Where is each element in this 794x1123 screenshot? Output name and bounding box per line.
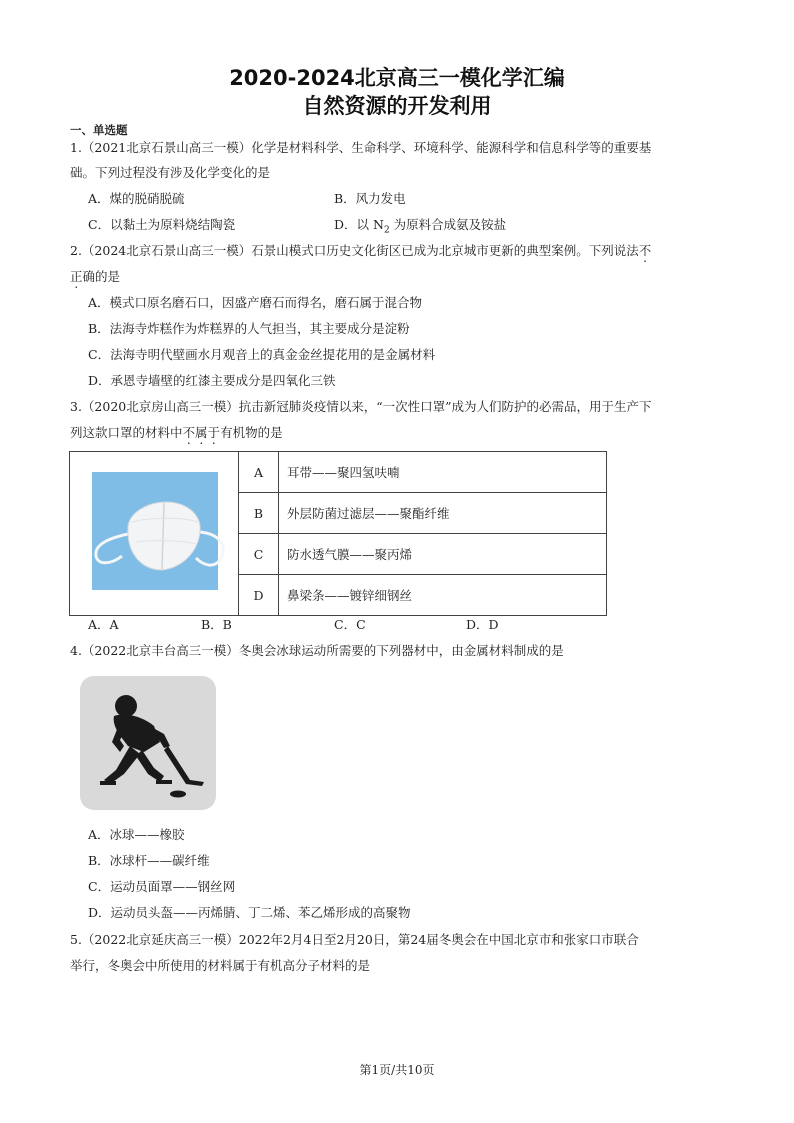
table-row [70, 452, 607, 493]
q5-stem-line2: 举行，冬奥会中所使用的材料属于有机高分子材料的是 [70, 958, 371, 973]
q1-option-b: B．风力发电 [334, 191, 406, 206]
row-material: 防水透气膜——聚丙烯 [279, 534, 607, 575]
row-material: 耳带——聚四氢呋喃 [279, 452, 607, 493]
page-title: 2020-2024北京高三一模化学汇编 [229, 66, 565, 90]
q3-option-c: C．C [334, 617, 366, 632]
q4-option-d: D．运动员头盔——丙烯腈、丁二烯、苯乙烯形成的高聚物 [88, 905, 411, 920]
q2-option-b: B．法海寺炸糕作为炸糕界的人气担当，其主要成分是淀粉 [88, 321, 410, 336]
q3-option-d: D．D [466, 617, 499, 632]
face-mask-image [70, 456, 238, 609]
row-material: 鼻梁条——镀锌细钢丝 [279, 575, 607, 616]
ice-hockey-image [80, 676, 216, 810]
q4-option-b: B．冰球杆——碳纤维 [88, 853, 210, 868]
page-footer: 第1页/共10页 [359, 1063, 435, 1077]
row-letter: A [239, 452, 279, 493]
q3-materials-table [69, 451, 607, 616]
q3-option-a: A．A [88, 617, 119, 632]
section-heading: 一、单选题 [70, 123, 128, 137]
row-letter: C [239, 534, 279, 575]
page-subtitle: 自然资源的开发利用 [302, 94, 492, 118]
q1-stem-line2: 础。下列过程没有涉及化学变化的是 [70, 165, 271, 180]
q3-stem-line1: 3.（2020北京房山高三一模）抗击新冠肺炎疫情以来，“一次性口罩”成为人们防护的必需品，用于生产下 [70, 399, 652, 414]
row-letter: D [239, 575, 279, 616]
mask-image-cell [70, 452, 239, 616]
q4-stem: 4.（2022北京丰台高三一模）冬奥会冰球运动所需要的下列器材中，由金属材料制成的是 [70, 643, 564, 658]
q1-option-a: A．煤的脱硝脱硫 [88, 191, 185, 206]
q1-option-c: C．以黏土为原料烧结陶瓷 [88, 217, 236, 232]
q3-option-b: B．B [201, 617, 232, 632]
q1-stem-line1: 1.（2021北京石景山高三一模）化学是材料科学、生命科学、环境科学、能源科学和信息科学等的重要基 [70, 140, 652, 155]
q2-stem-line1: 2.（2024北京石景山高三一模）石景山模式口历史文化街区已成为北京城市更新的典型案例。下列说法不 [70, 243, 652, 258]
row-material: 外层防菌过滤层——聚酯纤维 [279, 493, 607, 534]
q2-stem-line2: 正确的是 [70, 269, 121, 284]
q2-option-a: A．模式口原名磨石口，因盛产磨石而得名，磨石属于混合物 [88, 295, 423, 310]
row-letter: B [239, 493, 279, 534]
q4-option-a: A．冰球——橡胶 [88, 827, 185, 842]
q3-stem-line2: 列这款口罩的材料中不属于有机物的是 [70, 425, 283, 440]
q2-option-c: C．法海寺明代壁画水月观音上的真金金丝提花用的是金属材料 [88, 347, 436, 362]
q5-stem-line1: 5.（2022北京延庆高三一模）2022年2月4日至2月20日，第24届冬奥会在中国北京市和张家口市联合 [70, 932, 639, 947]
q2-option-d: D．承恩寺墙壁的红漆主要成分是四氧化三铁 [88, 373, 336, 388]
q1-option-d: D．以 $N_2$ 为原料合成氨及铵盐 [334, 217, 507, 236]
q4-option-c: C．运动员面罩——钢丝网 [88, 879, 236, 894]
